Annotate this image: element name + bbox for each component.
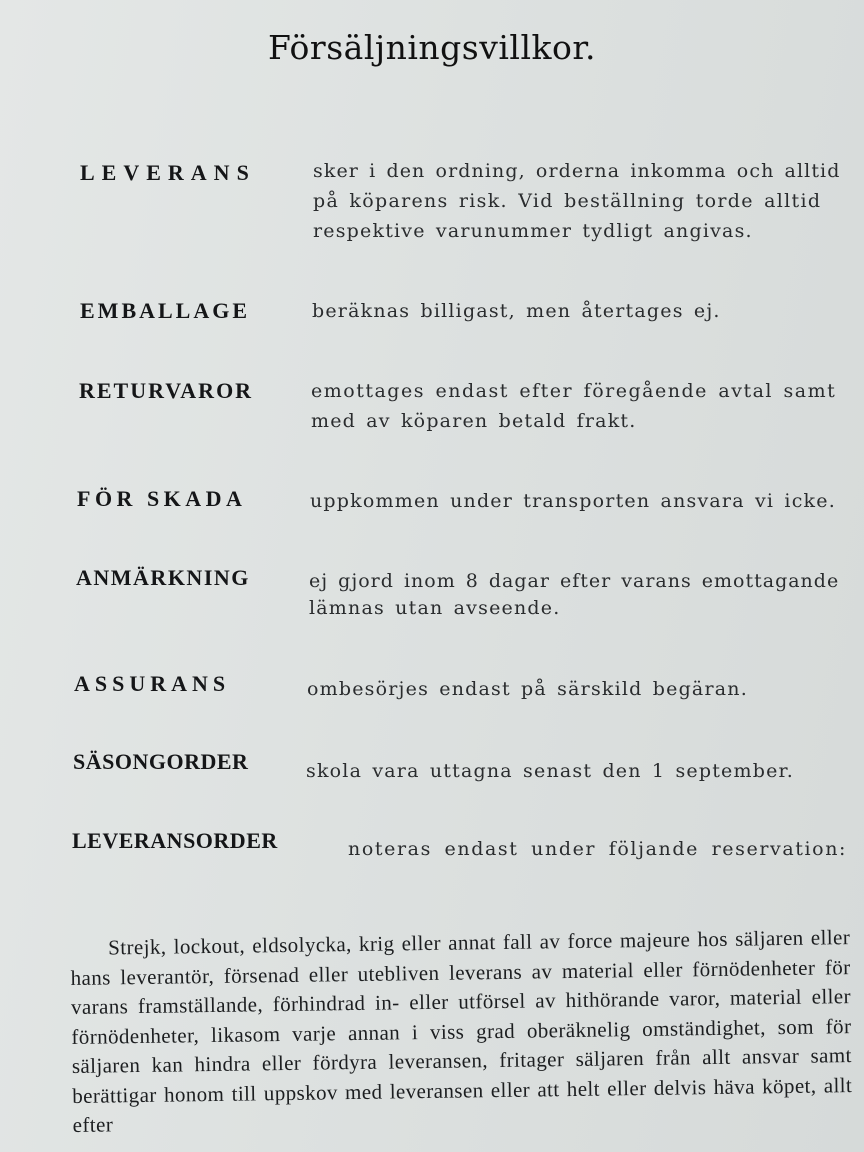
term-leverans: LEVERANS [80,160,256,185]
desc-returvaror-line-1: emottages endast efter föregående avtal samt [311,380,837,402]
term-assurans: ASSURANS [74,671,231,696]
desc-anmarkning-line-1: ej gjord inom 8 dagar efter varans emottagande [309,570,840,592]
desc-assurans: ombesörjes endast på särskild begäran. [307,678,748,700]
desc-anmarkning-line-2: lämnas utan avseende. [309,597,561,619]
term-returvaror: RETURVAROR [79,378,254,403]
desc-for-skada: uppkommen under transporten ansvara vi icke. [310,490,836,512]
desc-leverans-line-3: respektive varunummer tydligt angivas. [313,220,753,242]
desc-leveransorder: noteras endast under följande reservation: [348,838,848,860]
term-for-skada: FÖR SKADA [77,486,247,511]
term-anmarkning: ANMÄRKNING [76,565,250,590]
desc-returvaror-line-2: med av köparen betald frakt. [311,410,637,432]
desc-sasongorder: skola vara uttagna senast den 1 september. [306,760,794,782]
term-leveransorder: LEVERANSORDER [72,828,278,853]
desc-emballage: beräknas billigast, men återtages ej. [312,300,721,322]
desc-leverans-line-2: på köparens risk. Vid beställning torde alltid [313,190,822,212]
term-emballage: EMBALLAGE [80,298,251,323]
desc-leverans-line-1: sker i den ordning, orderna inkomma och alltid [313,160,841,182]
force-majeure-paragraph: Strejk, lockout, eldsolycka, krig eller annat fall av force majeure hos säljaren eller hans leverantör, försenad eller utebliven leverans av material eller förnödenheter för varans framställande, förhindrad in- eller utförsel av hithörande varor, material eller förnödenheter, likasom varje annan i viss grad oberäknelig omständighet, som för säljaren kan hindra eller fördyra leveransen, fritager säljaren från allt ansvar samt berättigar honom till uppskov med leveransen eller att helt eller delvis häva köpet, allt efter [70,925,853,1137]
term-sasongorder: SÄSONGORDER [73,749,249,774]
page-title: Försäljningsvillkor. [267,28,597,67]
